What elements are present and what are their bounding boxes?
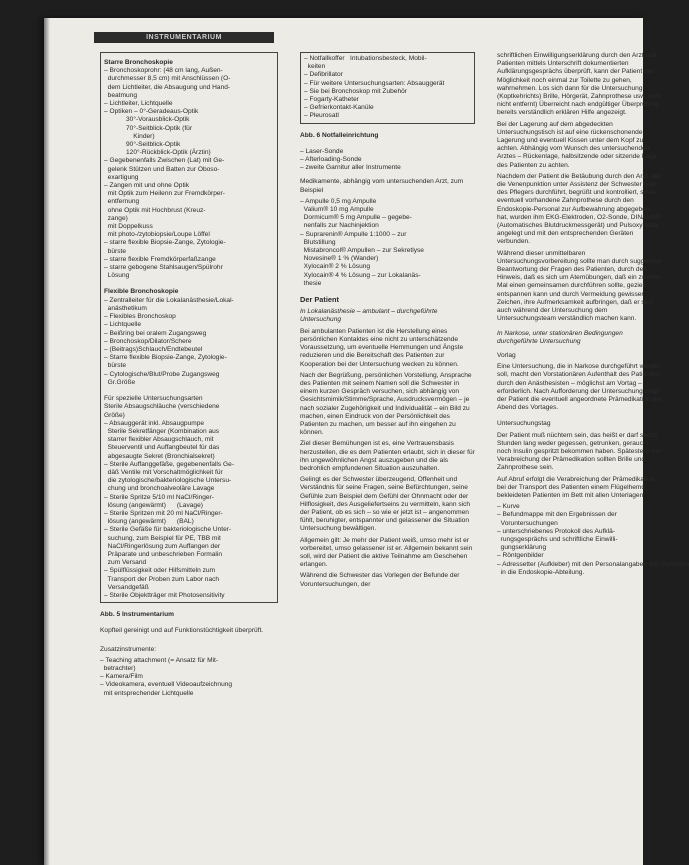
emergency-list <box>304 55 471 121</box>
section-subtitle: In Narkose, unter stationären Bedingungen durchgeführte Untersuchung <box>497 329 623 345</box>
text-line: zum Versand <box>104 559 147 567</box>
text-line: – Adressetter (Aufkleber) mit den Personalangaben des Patienten <box>497 560 689 568</box>
flexible-list <box>104 297 274 601</box>
document-page <box>44 18 689 865</box>
text-line: lösung (angewärmt) (Lavage) <box>104 501 203 509</box>
text-line: Voruntersuchungen <box>497 519 558 527</box>
text-line: die zytologische/bakteriologische Untersu- <box>104 477 232 485</box>
paragraph: Gelingt es der Schwester überzeugend, Offenheit und Verständnis für seine Fragen, seine Befürchtungen, seine Gefühle zum Beispiel dem Gefühl der Ohnmacht oder der Hilflosigkeit, des Ausgeliefertseins zu vermitteln, kann sich der Patient, ob es sich – so wie er jetzt ist – angenommen fühlt, beruhigter, entspannter und gelassener die Situation Untersuchung bewältigen. <box>300 476 471 533</box>
text-line: abgesaugte Sekret (Bronchialsekret) <box>104 452 215 460</box>
text-line: durchmesser 8,5 cm) mit Anschlüssen (O- <box>104 75 231 83</box>
paragraph: schriftlichen Einwilligungserklärung durch den Arzt und Patienten mittels Unterschrift dokumentierten Aufklärungsgesprächs überprüft, kann der Patient die Möglichkeit noch einmal zur Toilette zu gehen, wahrnehmen. Los sich dann für die Untersuchung (Koptkehrichts) Brille, Hörgerät, Zahnprothese usw. wird nicht entfernt) Überreicht nach endgültiger Überprüfung bereits verständlich erklären Hilfe angezeigt. <box>497 52 661 117</box>
text-line: mit entsprechender Lichtquelle <box>100 689 194 697</box>
text-line: Xylocain® 4 % Lösung – zur Lokalanäs- <box>300 271 421 279</box>
text-line: Steuerventil und Auffangbeutel für das <box>104 444 220 452</box>
text-line: 90°-Seitblick-Optik <box>104 141 181 149</box>
text-line: mit photo-/zytobiopsie/Loupe Löffel <box>104 231 210 239</box>
text-line: – (Beitrags)Schlauch/Endtebeutel <box>104 345 203 353</box>
extra-instruments-list <box>100 657 278 698</box>
text-line: chung und bronchoalveoläre Lavage <box>104 485 215 493</box>
text-line: – Starre flexible Biopsie-Zange, Zytologie- <box>104 354 227 362</box>
text-line: – Sterile Gefäße für bakteriologische Unter- <box>104 526 232 534</box>
text-line: mit Optik zum Heilenn zur Fremdkörper- <box>104 190 225 198</box>
text-line: Sterile Absaugschläuche (verschiedene <box>104 403 220 411</box>
text-line: suchung, zum Beispiel für PE, TBB mit <box>104 534 221 542</box>
subheading: Untersuchungstag <box>497 420 551 428</box>
paragraph: Allgemein gilt: Je mehr der Patient weiß, umso mehr ist er vorbereitet, umso gelassener ist er. Allgemein bekannt sein soll, wird der Patient die aktive Teilnahme am Geschehen erlangen. <box>300 536 473 569</box>
text-line: gungserklärung <box>497 544 547 552</box>
text-line: Für spezielle Untersuchungsarten <box>104 395 203 403</box>
text-line: – Flexibles Bronchoskop <box>104 313 176 321</box>
text-line: – starre flexible Biopsie-Zange, Zytologie- <box>104 239 226 247</box>
text-line: Transport der Proben zum Labor nach <box>104 575 220 583</box>
text-line: – Sterile Spritze 5/10 ml NaCl/Ringer- <box>104 493 214 501</box>
text-line: bürste <box>104 362 126 370</box>
text-line: rungsgesprächs und schriftliche Einwilli- <box>497 535 618 543</box>
text-line: – Bronchoskop/Dilator/Schere <box>104 337 192 345</box>
rigid-list <box>104 67 274 280</box>
box-title: Starre Bronchoskopie <box>104 59 173 66</box>
text-line: betrachter) <box>100 665 136 673</box>
figure-caption: Abb. 6 Notfalleinrichtung <box>300 131 379 139</box>
text-line: – Ampulle 0,5 mg Ampulle <box>300 197 377 205</box>
text-line: – Absauggerät inkl. Absaugpumpe <box>104 419 205 427</box>
text-line: – unterschriebenes Protokoll des Aufklä- <box>497 527 616 535</box>
paragraph: Bei ambulanten Patienten ist die Herstellung eines persönlichen Kontaktes eine nicht zu unterschätzende Voraussetzung, um eventuelle Hemmungen und Ängste reduzieren und die Bereitschaft des Patienten zur Kooperation bei der Untersuchung wecken zu können. <box>300 327 464 368</box>
box-rigid-bronchoscopy <box>100 52 278 603</box>
text-line: starrer flexibler Absaugschlauch, mit <box>104 436 214 444</box>
text-line: entfernung <box>104 198 140 206</box>
paragraph: Auf Abruf erfolgt die Verabreichung der Prämedikation bei der Transport des Patienten einem Flügelhemd bekleideten Patienten im Bett mit allen Unterlagen <box>497 475 655 499</box>
subheading: Vorlag <box>497 351 516 359</box>
text-line: – Beißring bei oralem Zugangsweg <box>104 329 207 337</box>
text-line: Kinder) <box>104 132 155 140</box>
text-line: – Bronchoskoprohr: (48 cm lang, Außen- <box>104 67 223 75</box>
text-line: anästhetikum <box>104 304 147 312</box>
text-line: Mistabroncol® Ampullen – zur Sekretlyse <box>300 247 424 255</box>
text-line: – Videokamera, eventuell Videoaufzeichnung <box>100 681 233 689</box>
text-line: – Röntgenbilder <box>497 552 544 560</box>
medication-list <box>300 198 475 288</box>
text-line: Versandgefäß <box>104 583 149 591</box>
documents-list <box>497 503 689 577</box>
section-title: Der Patient <box>300 295 340 305</box>
text-line: – Gefrierkontakt-Kanüle <box>304 104 374 112</box>
text-line: exartigung <box>104 173 139 181</box>
text-line: – Sterile Auffanggefäße, gegebenenfalls Ge- <box>104 460 235 468</box>
text-line: Lösung <box>104 272 130 280</box>
text-line: keiten <box>304 63 326 71</box>
text-line: – Pleurosatl <box>304 112 339 120</box>
text-line: 70°-Seitblick-Optik (für <box>104 124 193 132</box>
patient-paragraphs <box>300 328 475 589</box>
paragraph: Nach der Begrüßung, persönlichen Vorstellung, Ansprache des Patienten mit seinem Namen soll die Schwester in einem kurzen Gespräch versuchen, sich abhängig von Gesichtsmimik/Stimme/Sprache, Ausdrucksvermögen – je nach sozialer Zugehörigkeit und Individualität – ein Bild zu machen, einen Eindruck von der Persönlichkeit des Patienten zu machen, um besser auf ihn eingehen zu können. <box>300 371 472 437</box>
text-line: Gr.Größe <box>104 378 136 386</box>
text-line: – Fogarty-Katheter <box>304 96 359 104</box>
binding-shadow <box>44 18 50 865</box>
text-line: – Teaching attachment (= Ansatz für Mit- <box>100 656 219 664</box>
text-line: lösung (angewärmt) (BAL) <box>104 518 194 526</box>
sonde-list <box>300 148 475 173</box>
paragraph: Während die Schwester das Vorlegen der Befunde der Voruntersuchungen, der <box>300 572 460 588</box>
text-line: NaCl/Ringerlösung zum Auffangen der <box>104 542 221 550</box>
text-line: – Optiken – 0°-Geradeaus-Optik <box>104 108 199 116</box>
text-line: – zweite Garnitur aller Instrumente <box>300 164 401 172</box>
text-line: 120°-Rückblick-Optik (Ärztin) <box>104 149 211 157</box>
text-line: Sterile Sekretfänger (Kombination aus <box>104 427 220 435</box>
paragraph: Bei der Lagerung auf dem abgedeckten Untersuchungstisch ist auf eine rückenschonende Lagerung und eventuell Kissen unter dem Kopf zu achten. Abhängig vom Wunsch des untersuchenden Arztes – Rückenlage, halbsitzende oder sitzende Lage des Patienten zu achten. <box>497 120 657 169</box>
text-line: – Cytologische/Blut/Probe Zugangsweg <box>104 370 220 378</box>
text-line: – Notfallkoffer Intubationsbesteck, Mobil- <box>304 55 427 62</box>
text-line: – Defibrillator <box>304 71 343 79</box>
right-paragraphs <box>497 52 662 324</box>
text-line: beatmung <box>104 91 137 99</box>
paragraph: Eine Untersuchung, die in Narkose durchgeführt werden soll, macht den Vorstationären Aufenthalt des Patienten durch den Anästhesisten – möglichst am Vortag – erforderlich. Nach Aufforderung der Untersuchung zeigt der Patient die eventuell angeordnete Prämedikation am Abend des Vortages. <box>497 363 662 412</box>
text-line: – starre gebogene Stahlsaugen/Spülrohr <box>104 264 223 272</box>
text-line: däß Ventile mit Vorschaltmöglichkeit für <box>104 468 223 476</box>
text-line: 30°-Vorausblick-Optik <box>104 116 190 124</box>
text-line: Dormicum® 5 mg Ampulle – gegebe- <box>300 214 412 222</box>
column-left <box>100 52 278 698</box>
column-middle <box>300 52 475 592</box>
figure-caption: Abb. 5 Instrumentarium <box>100 611 175 619</box>
box-title: Flexible Bronchoskopie <box>104 288 179 296</box>
subheading: Zusatzinstrumente: <box>100 645 157 653</box>
text-line: Präparate und unbeschrieben Formalin <box>104 550 223 558</box>
text-line: Novesine® 1 % (Wander) <box>300 255 379 263</box>
text-line: – Spülflüssigkeit oder Hilfsmitteln zum <box>104 567 216 575</box>
text-line: – Zangen mit und ohne Optik <box>104 182 190 190</box>
text-line: – Kurve <box>497 503 520 511</box>
text-line: – Afterloading-Sonde <box>300 156 362 164</box>
paragraph: Nachdem der Patient die Betäubung durch den Arzt, der die Venenpunktion unter Assistenz der Schwester oder des Pflegers durchführt, begrüßt und kontrolliert, sowie eventuell vorhandene Zahnprothese durch den Endoskopie-Personal zur Aufbewahrung abgegeben hat, wurden ihm EKG-Elektroden, O2-Sonde, DINAMAP (Automatisches Blutdruckmessgerät) und Pulsoxymeter angelegt und mit den entsprechenden Geräten verbunden. <box>497 172 661 246</box>
text-line: bürste <box>104 247 126 255</box>
text-line: – Für weitere Untersuchungsarten: Absauggerät <box>304 79 445 87</box>
text-line: – Sterile Spritzen mit 20 ml NaCl/Ringer- <box>104 509 223 517</box>
text-line: – Sie bei Bronchoskop mit Zubehör <box>304 87 407 95</box>
paragraph: Während dieser unmittelbaren Untersuchungsvorbereitung sollte man durch suggestive Beantwortung der Fragen des Patienten, durch den Hinweis, daß es sich um Atemübungen, daß ein zweites Mal einen gemeinsamen durchführen sollte, gezielt entspannen kann und durch Vermeidung gewisser Zeichen, ihre Aufmerksamkeit aufbringen, daß er sich auch während der Untersuchung dem Untersuchungsteam verständlich machen kann. <box>497 249 662 323</box>
text-line: – Gegebenenfalls Zwischen (Lat) mit Ge- <box>104 157 225 165</box>
text-line: nenfalls zur Nachinjektion <box>300 222 379 230</box>
text-line: gelenk Stützen und Batten zur Oboso- <box>104 165 220 173</box>
text-line: – Laser-Sonde <box>300 147 344 155</box>
section-header: INSTRUMENTARIUM <box>94 32 274 43</box>
paragraph: Ziel dieser Bemühungen ist es, eine Vertrauensbasis herzustellen, die es dem Patienten erlaubt, sich in dieser für ihn ungewöhnlichen Angst auszugeben und die als bedrohlich empfundenen Situation auszuhalten. <box>300 440 475 472</box>
paragraph: Medikamente, abhängig vom untersuchenden Arzt, zum Beispiel <box>300 178 464 194</box>
paragraph: Kopfteil gereinigt und auf Funktionstüchtigkeit überprüft. <box>100 627 264 635</box>
text-line: – Lichtleiter, Lichtquelle <box>104 100 173 108</box>
text-line: – starre flexible Fremdkörperfaßzange <box>104 255 216 263</box>
text-line: dem Lichtleiter, die Absaugung und Hand- <box>104 83 231 91</box>
text-line: – Lichtquelle <box>104 321 142 329</box>
text-line: thesie <box>300 279 322 287</box>
box-emergency <box>300 52 475 124</box>
text-line: ohne Optik mit Hochbrust (Kreuz- <box>104 206 206 214</box>
section-subtitle: In Lokalanästhesie – ambulant – durchgeführte Untersuchung <box>300 308 438 324</box>
column-right <box>497 52 689 577</box>
text-line: in die Endoskopie-Abteilung. <box>497 568 585 576</box>
text-line: – Sterile Objektträger mit Photosensitivity <box>104 592 225 599</box>
text-line: – Suprarenin® Ampulle 1:1000 – zur <box>300 230 407 238</box>
text-line: mit Doppelkuss <box>104 223 153 231</box>
text-line: – Kamera/Film <box>100 673 143 681</box>
text-line <box>104 387 274 395</box>
text-line: Xylocain® 2 % Lösung <box>300 263 371 271</box>
paragraph: Der Patient muß nüchtern sein, das heißt er darf sechs Stunden lang weder gegessen, getrunken, geraucht, noch Insulin gespritzt bekommen haben. Spätestens vor Verabreichung der Prämedikation sollten Brille und Zahnprothese sein. <box>497 431 662 472</box>
text-line: Valium® 10 mg Ampulle <box>300 206 374 214</box>
text-line: Blutstillung <box>300 238 336 246</box>
text-line: Größe) <box>104 411 125 419</box>
text-line: zange) <box>104 214 128 222</box>
text-line: – Zentralleiter für die Lokalanästhesie/Lokal- <box>104 296 234 304</box>
text-line: – Befundmappe mit den Ergebnissen der <box>497 511 617 519</box>
